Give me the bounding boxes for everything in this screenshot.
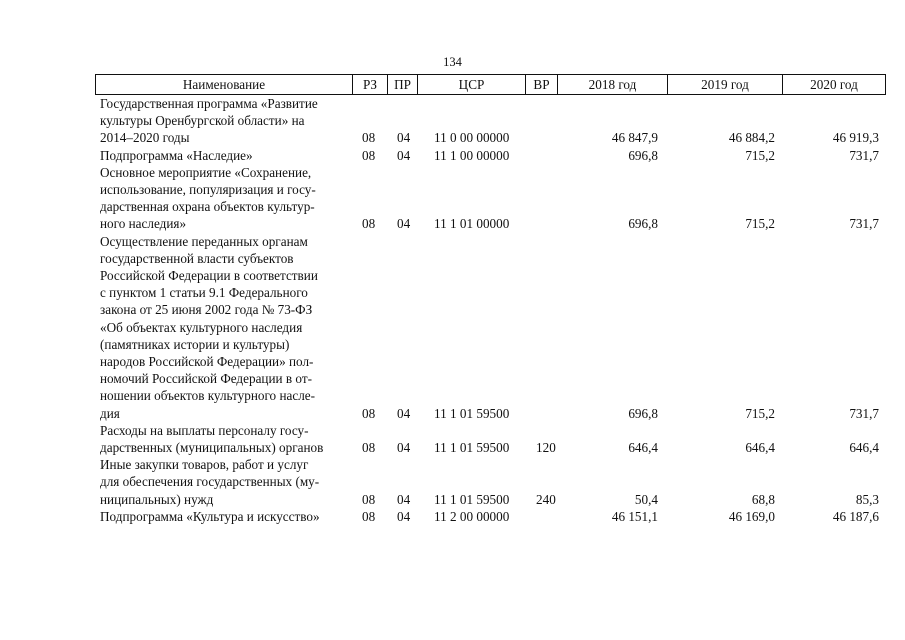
row-name-line: Осуществление переданных органам <box>100 233 308 249</box>
row-pr: 04 <box>397 491 411 507</box>
row-name-line: (памятниках истории и культуры) <box>100 336 290 352</box>
table-row <box>0 233 905 422</box>
row-value-2019: 46 169,0 <box>728 508 775 524</box>
page-number: 134 <box>443 55 462 69</box>
row-name <box>100 95 352 147</box>
row-value-2020: 85,3 <box>855 491 879 507</box>
row-name-line: Подпрограмма «Культура и искусство» <box>100 508 320 524</box>
header-pr: ПР <box>387 75 417 94</box>
table-header <box>95 74 886 95</box>
row-value-2018: 46 151,1 <box>611 508 658 524</box>
row-vr: 240 <box>536 491 556 507</box>
row-name-line: дарственная охрана объектов культур- <box>100 199 315 215</box>
row-rz: 08 <box>362 405 376 421</box>
row-value-2020: 46 187,6 <box>832 508 879 524</box>
row-rz: 08 <box>362 130 376 146</box>
header-csr: ЦСР <box>417 75 525 94</box>
row-value-2018: 50,4 <box>634 491 658 507</box>
row-name <box>100 456 352 508</box>
header-2019: 2019 год <box>667 75 782 94</box>
row-name-line: Иные закупки товаров, работ и услуг <box>100 457 309 473</box>
table-row <box>0 147 905 164</box>
row-name <box>100 147 352 164</box>
row-pr: 04 <box>397 405 411 421</box>
row-name-line: для обеспечения государственных (му- <box>100 474 320 490</box>
row-name-line: 2014–2020 годы <box>100 130 190 146</box>
row-csr: 11 2 00 00000 <box>434 508 510 524</box>
row-rz: 08 <box>362 439 376 455</box>
row-pr: 04 <box>397 216 411 232</box>
row-name-line: ношении объектов культурного насле- <box>100 388 316 404</box>
row-rz: 08 <box>362 491 376 507</box>
row-csr: 11 0 00 00000 <box>434 130 510 146</box>
row-value-2018: 696,8 <box>628 216 658 232</box>
row-rz: 08 <box>362 216 376 232</box>
row-value-2019: 68,8 <box>751 491 775 507</box>
row-csr: 11 1 01 59500 <box>434 491 510 507</box>
row-name-line: государственной власти субъектов <box>100 250 294 266</box>
row-name <box>100 508 352 525</box>
table-row <box>0 508 905 525</box>
row-name-line: дия <box>100 405 120 421</box>
row-pr: 04 <box>397 130 411 146</box>
row-value-2020: 731,7 <box>849 147 879 163</box>
row-name-line: ного наследия» <box>100 216 187 232</box>
row-value-2020: 646,4 <box>849 439 879 455</box>
row-value-2019: 46 884,2 <box>728 130 775 146</box>
row-value-2020: 731,7 <box>849 216 879 232</box>
row-name-line: народов Российской Федерации» пол- <box>100 354 314 370</box>
row-name-line: закона от 25 июня 2002 года № 73-ФЗ <box>100 302 313 318</box>
row-value-2018: 696,8 <box>628 405 658 421</box>
row-value-2018: 646,4 <box>628 439 658 455</box>
row-name <box>100 164 352 233</box>
row-value-2019: 646,4 <box>745 439 775 455</box>
row-name-line: Основное мероприятие «Сохранение, <box>100 164 312 180</box>
header-2020: 2020 год <box>782 75 886 94</box>
row-name <box>100 233 352 422</box>
row-name-line: номочий Российской Федерации в от- <box>100 371 313 387</box>
row-csr: 11 1 01 59500 <box>434 405 510 421</box>
row-name-line: ниципальных) нужд <box>100 491 214 507</box>
row-rz: 08 <box>362 508 376 524</box>
row-value-2020: 731,7 <box>849 405 879 421</box>
row-rz: 08 <box>362 147 376 163</box>
row-pr: 04 <box>397 147 411 163</box>
table-row <box>0 456 905 508</box>
row-value-2019: 715,2 <box>745 405 775 421</box>
row-value-2018: 696,8 <box>628 147 658 163</box>
row-name-line: дарственных (муниципальных) органов <box>100 440 324 455</box>
row-name-line: культуры Оренбургской области» на <box>100 113 305 129</box>
row-name-line: Расходы на выплаты персоналу госу- <box>100 422 309 438</box>
row-name-line: Подпрограмма «Наследие» <box>100 147 253 163</box>
header-vr: ВР <box>525 75 557 94</box>
table-row <box>0 95 905 147</box>
table-row <box>0 164 905 233</box>
header-rz: РЗ <box>352 75 387 94</box>
row-name-line: использование, популяризация и госу- <box>100 182 316 197</box>
header-2018: 2018 год <box>557 75 667 94</box>
row-csr: 11 1 00 00000 <box>434 147 510 163</box>
row-csr: 11 1 01 00000 <box>434 216 510 232</box>
row-pr: 04 <box>397 508 411 524</box>
row-value-2018: 46 847,9 <box>611 130 658 146</box>
row-name-line: Государственная программа «Развитие <box>100 96 318 111</box>
row-value-2019: 715,2 <box>745 216 775 232</box>
row-value-2019: 715,2 <box>745 147 775 163</box>
row-name-line: Российской Федерации в соответствии <box>100 268 318 283</box>
row-value-2020: 46 919,3 <box>832 130 879 146</box>
row-name <box>100 422 352 456</box>
row-vr: 120 <box>536 439 556 455</box>
table-row <box>0 422 905 456</box>
header-name: Наименование <box>95 75 352 94</box>
row-name-line: с пунктом 1 статьи 9.1 Федерального <box>100 285 308 301</box>
row-pr: 04 <box>397 439 411 455</box>
row-csr: 11 1 01 59500 <box>434 439 510 455</box>
row-name-line: «Об объектах культурного наследия <box>100 319 303 335</box>
